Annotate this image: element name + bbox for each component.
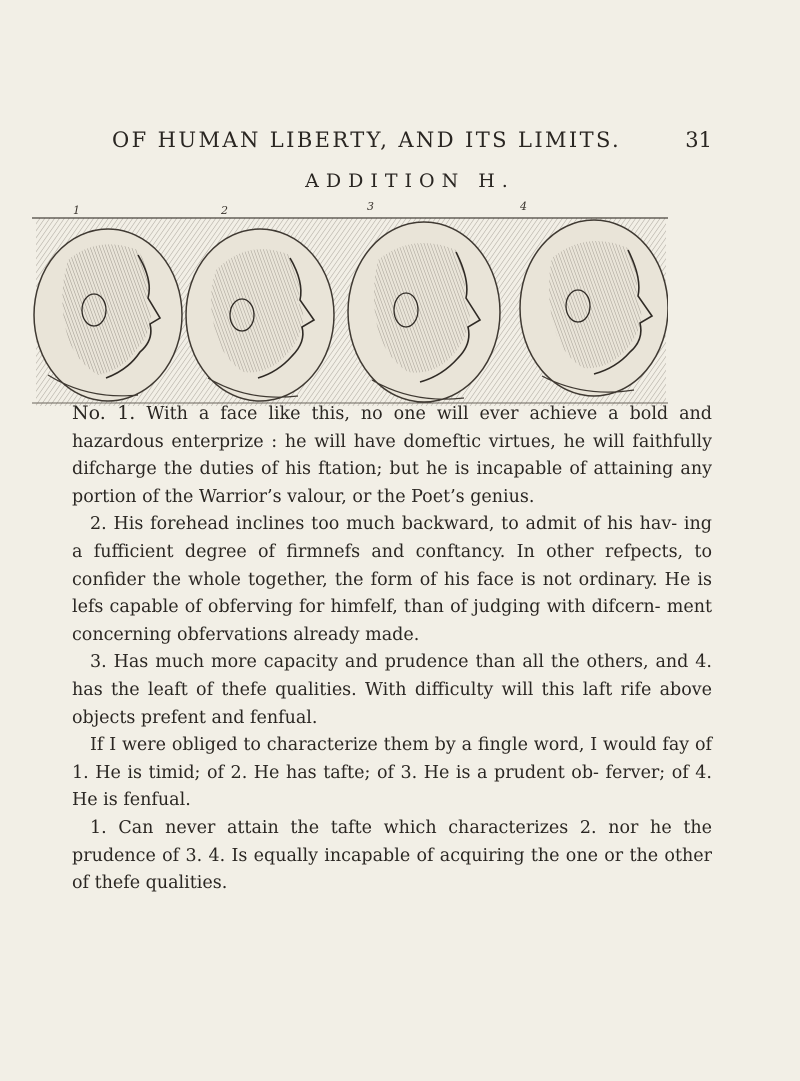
paragraph-5: 1. Can never attain the tafte which characterizes 2. nor he the prudence of 3. 4. Is equally incapable of acquiring the one or the other of thefe qualities. bbox=[72, 817, 712, 894]
profile-portrait-1 bbox=[34, 229, 182, 401]
paragraph-2: 2. His forehead inclines too much backward, to admit of his hav- ing a fufficient degree of firmnefs and conftancy. In other refpects, to confider the whole together, the form of his face is not ordinary. He is lefs capable of obferving for himfelf, than of judging with difcern- ment concerning obfervations already made. bbox=[72, 514, 712, 645]
paragraph-1-text: With a face like this, no one will ever achieve a bold and hazardous enterprize : he will have domeftic virtues, he will faithfully difcharge the duties of his ftation; but he is incapable of attaining any portion of the Warrior’s valour, or the Poet’s genius. bbox=[72, 404, 713, 507]
profile-portrait-3 bbox=[348, 222, 500, 402]
paragraph-1 bbox=[72, 400, 712, 511]
figure-number-3: 3 bbox=[367, 200, 374, 213]
figure-number-2: 2 bbox=[221, 204, 228, 217]
paragraph-4: If I were obliged to characterize them by a fingle word, I would fay of 1. He is timid; of 2. He has tafte; of 3. He is a prudent ob- ferver; of 4. He is fenfual. bbox=[72, 735, 712, 811]
figure-number-1: 1 bbox=[73, 204, 80, 217]
section-title: ADDITION H. bbox=[305, 170, 515, 192]
figure-number-4: 4 bbox=[520, 200, 527, 213]
engraved-plate-four-profiles bbox=[28, 200, 668, 406]
page-number: 31 bbox=[685, 128, 712, 152]
body-text bbox=[72, 400, 712, 898]
profile-portrait-4 bbox=[520, 220, 668, 396]
running-head-title: OF HUMAN LIBERTY, AND ITS LIMITS. bbox=[112, 128, 622, 152]
profile-portrait-2 bbox=[186, 229, 334, 401]
paragraph-3: 3. Has much more capacity and prudence than all the others, and 4. has the leaft of thefe qualities. With difficulty will this laft rife above objects prefent and fenfual. bbox=[72, 652, 712, 728]
running-head bbox=[112, 128, 712, 152]
paragraph-1-lead: No. 1. bbox=[72, 402, 136, 424]
